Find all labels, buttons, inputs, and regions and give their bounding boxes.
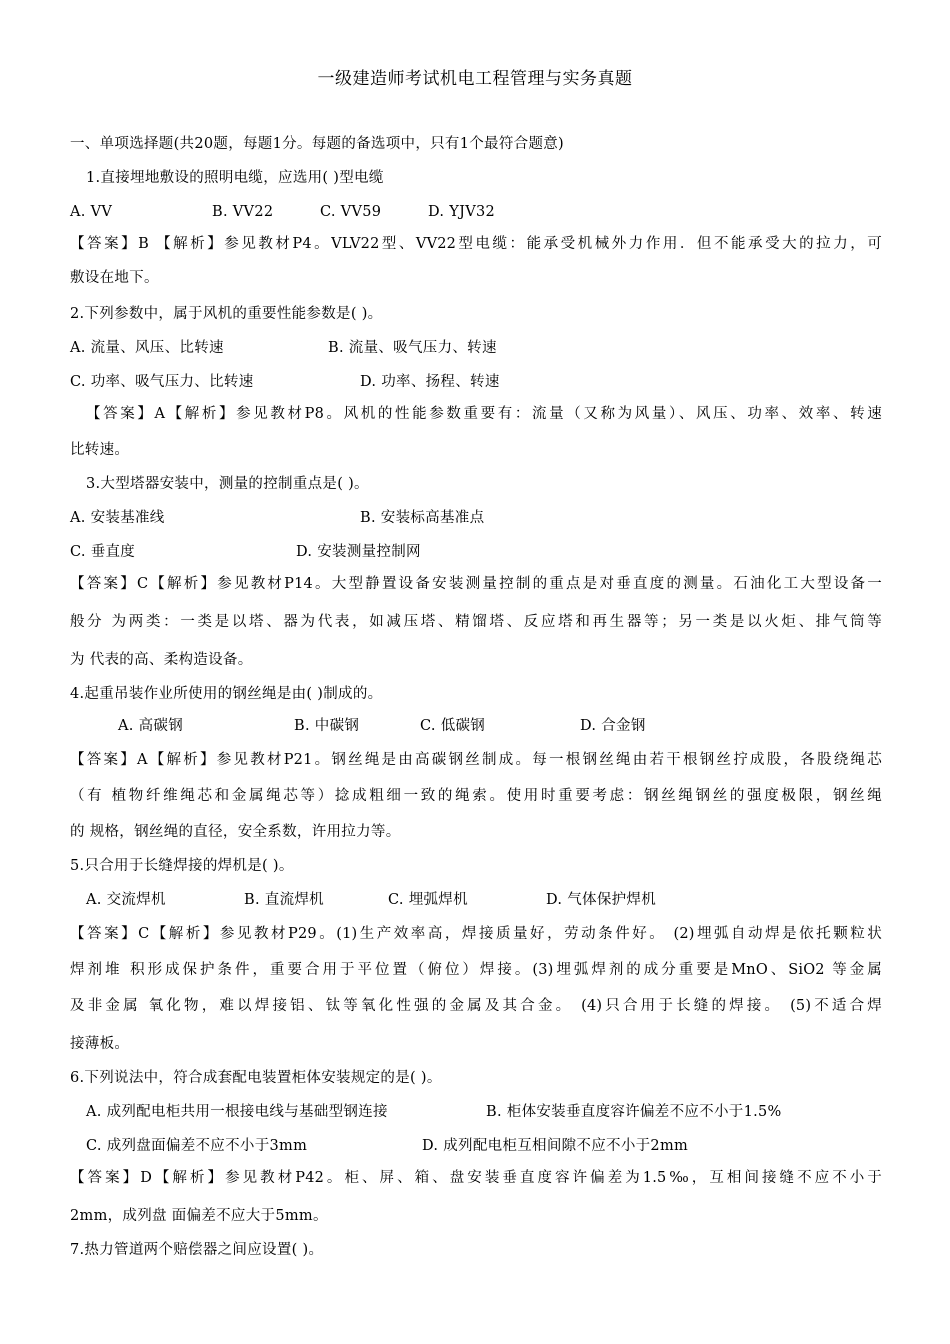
question-stem: 3.大型塔器安装中，测量的控制重点是( )。: [86, 476, 369, 492]
answer-line: 【答案】D【解析】参见教材P42。柜、屏、箱、盘安装垂直度容许偏差为1.5‰，互相间接缝不应不小于: [70, 1170, 882, 1186]
question-stem: 5.只合用于长缝焊接的焊机是( )。: [70, 858, 294, 874]
answer-line: 接薄板。: [70, 1036, 130, 1052]
question-stem: 6.下列说法中，符合成套配电装置柜体安装规定的是( )。: [70, 1070, 442, 1086]
question-stem: 1.直接埋地敷设的照明电缆，应选用( )型电缆: [86, 170, 384, 186]
option-d: D. 气体保护焊机: [546, 892, 657, 908]
answer-line: 【答案】B 【解析】参见教材P4。VLV22型、VV22型电缆：能承受机械外力作用．但不能承受大的拉力，可: [70, 236, 882, 252]
question-stem: 2.下列参数中，属于风机的重要性能参数是( )。: [70, 306, 383, 322]
answer-line: 2mm，成列盘 面偏差不应大于5mm。: [70, 1208, 328, 1224]
option-c: C. 埋弧焊机: [388, 892, 468, 908]
option-c: C. 低碳钢: [420, 718, 486, 734]
answer-line: 为 代表的高、柔构造设备。: [70, 652, 253, 668]
answer-line: 比转速。: [70, 442, 130, 458]
option-a: A. 流量、风压、比转速: [70, 340, 224, 356]
option-c: C. 垂直度: [70, 544, 136, 560]
option-d: D. 安装测量控制网: [296, 544, 421, 560]
answer-line: 【答案】C【解析】参见教材P29。(1)生产效率高，焊接质量好，劳动条件好。 (2)埋弧自动焊是依托颗粒状: [70, 926, 882, 942]
question-stem: 4.起重吊装作业所使用的钢丝绳是由( )制成的。: [70, 686, 383, 702]
option-a: A. 交流焊机: [86, 892, 166, 908]
answer-line: 及非金属 氧化物，难以焊接铝、钛等氧化性强的金属及其合金。 (4)只合用于长缝的焊接。 (5)不适合焊: [70, 998, 882, 1014]
answer-line: 敷设在地下。: [70, 270, 159, 286]
option-a: A. VV: [70, 204, 113, 220]
answer-line: 【答案】C【解析】参见教材P14。大型静置设备安装测量控制的重点是对垂直度的测量。石油化工大型设备一: [70, 576, 882, 592]
option-c: C. VV59: [320, 204, 382, 220]
option-a: A. 高碳钢: [118, 718, 183, 734]
answer-line: 【答案】A【解析】参见教材P21。钢丝绳是由高碳钢丝制成。每一根钢丝绳由若干根钢丝拧成股，各股绕绳芯: [70, 752, 882, 768]
answer-line: 的 规格，钢丝绳的直径，安全系数，许用拉力等。: [70, 824, 401, 840]
option-d: D. 功率、扬程、转速: [360, 374, 500, 390]
option-d: D. 合金钢: [580, 718, 646, 734]
option-b: B. 柜体安装垂直度容许偏差不应不小于1.5%: [486, 1104, 782, 1120]
option-b: B. 安装标高基准点: [360, 510, 485, 526]
option-c: C. 功率、吸气压力、比转速: [70, 374, 254, 390]
answer-line: 【答案】A【解析】参见教材P8。风机的性能参数重要有：流量（又称为风量）、风压、功率、效率、转速: [86, 406, 882, 422]
answer-line: （有 植物纤维绳芯和金属绳芯等）捻成粗细一致的绳索。使用时重要考虑：钢丝绳钢丝的强度极限，钢丝绳: [70, 788, 882, 804]
option-b: B. 中碳钢: [294, 718, 360, 734]
option-d: D. 成列配电柜互相间隙不应不小于2mm: [422, 1138, 689, 1154]
option-a: A. 安装基准线: [70, 510, 165, 526]
question-stem: 7.热力管道两个赔偿器之间应设置( )。: [70, 1242, 324, 1258]
option-b: B. 直流焊机: [244, 892, 324, 908]
answer-line: 焊剂堆 积形成保护条件，重要合用于平位置（俯位）焊接。(3)埋弧焊剂的成分重要是MnO、SiO2 等金属: [70, 962, 882, 978]
option-d: D. YJV32: [428, 204, 496, 220]
option-b: B. VV22: [212, 204, 274, 220]
document-title: 一级建造师考试机电工程管理与实务真题: [317, 69, 633, 89]
section-heading: 一、单项选择题(共20题，每题1分。每题的备选项中，只有1个最符合题意): [70, 136, 565, 152]
option-a: A. 成列配电柜共用一根接电线与基础型钢连接: [86, 1104, 388, 1120]
option-c: C. 成列盘面偏差不应不小于3mm: [86, 1138, 308, 1154]
option-b: B. 流量、吸气压力、转速: [328, 340, 497, 356]
answer-line: 般分 为两类：一类是以塔、器为代表，如减压塔、精馏塔、反应塔和再生器等；另一类是以火炬、排气筒等: [70, 614, 882, 630]
